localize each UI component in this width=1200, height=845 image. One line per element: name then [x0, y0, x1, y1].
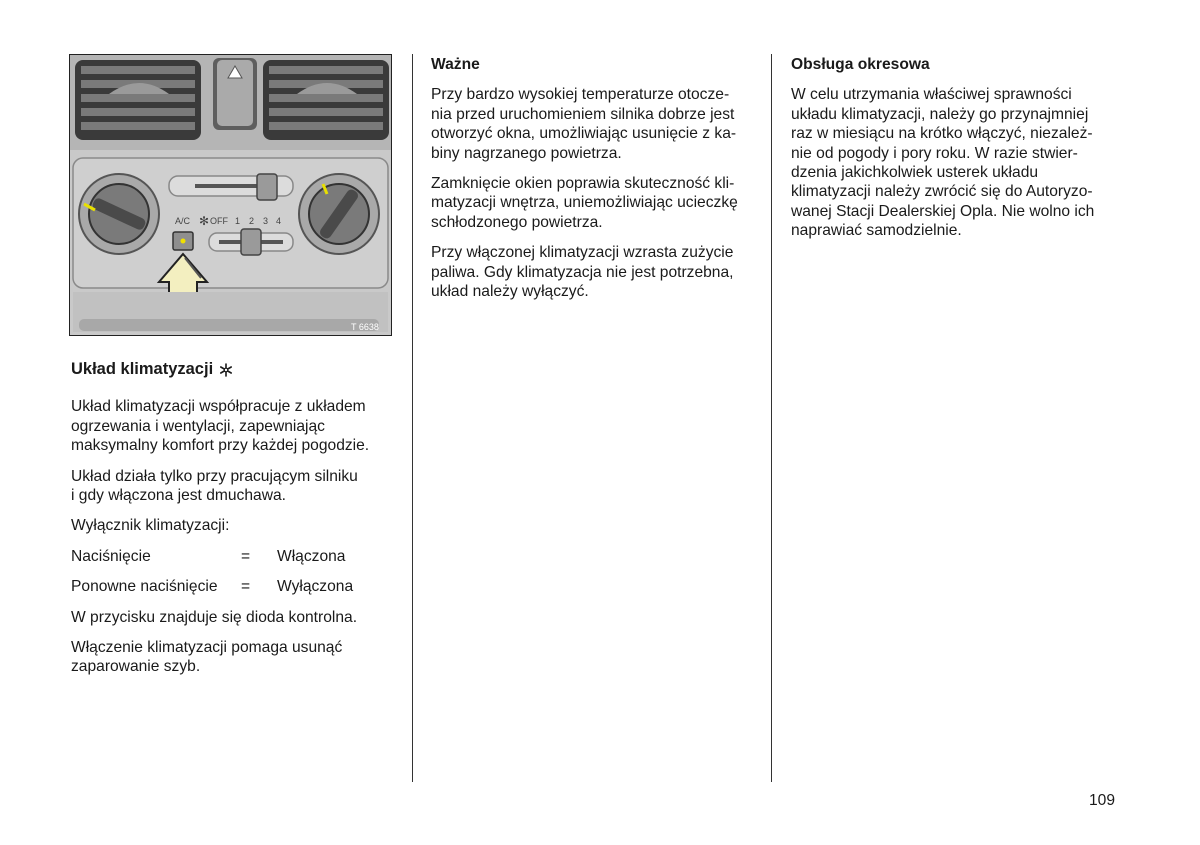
paragraph-windows: Przy bardzo wysokiej temperaturze otocze- nia przed uruchomieniem silnika dobrze jest otworzyć okna, umożliwiając usunięcie z ka- biny nagrzanego powietrza. [431, 86, 737, 162]
left-air-vent [75, 60, 201, 140]
maintenance-heading: Obsługa okresowa [791, 56, 930, 73]
paragraph-intro: Układ klimatyzacji współpracuje z układem ogrzewania i wentylacji, zapewniając maksymalny komfort przy każdej pogodzie. [71, 398, 370, 455]
section-title: Układ klimatyzacji [71, 360, 214, 378]
fan-icon: ✻ [199, 214, 210, 228]
paragraph-closing-windows: Zamknięcie okien poprawia skuteczność kli- matyzacji wnętrza, uniemożliwiając ucieczkę schłodzonego powietrza. [431, 175, 738, 231]
ac-button [173, 232, 193, 250]
paragraph-maintenance: W celu utrzymania właściwej sprawności układu klimatyzacji, należy go przynajmniej raz w miesiącu na krótko włączyć, niezależ- nie od pogody i pory roku. W razie stwier- dzenia jakichkolwiek usterek układu klimatyzacji należy zwrócić się do Autoryzo- wanej Stacji Dealerskiej Opla. Nie wolno ich naprawiać samodzielnie. [791, 86, 1095, 240]
fan-step-2: 2 [249, 216, 255, 226]
climate-control-illustration [69, 54, 392, 336]
fan-step-1: 1 [235, 216, 241, 226]
recirculation-slider [169, 174, 293, 200]
off-label: OFF [210, 216, 228, 226]
paragraph-operation: Układ działa tylko przy pracującym silniku i gdy włączona jest dmuchawa. [71, 467, 358, 505]
fan-step-3: 3 [263, 216, 269, 226]
right-air-vent [263, 60, 389, 140]
hazard-button [213, 58, 257, 130]
switch-row-press: Naciśnięcie = Włączona [71, 547, 346, 565]
important-heading: Ważne [431, 56, 480, 73]
column-2 [431, 55, 756, 312]
switch-row-press-again: Ponowne naciśnięcie = Wyłączona [71, 578, 354, 596]
fan-step-4: 4 [276, 216, 282, 226]
paragraph-defog: Włączenie klimatyzacji pomaga usunąć zaparowanie szyb. [71, 639, 343, 676]
ac-label: A/C [175, 216, 191, 226]
temperature-knob [79, 174, 159, 254]
paragraph-fuel: Przy włączonej klimatyzacji wzrasta zużycie paliwa. Gdy klimatyzacja nie jest potrzebna, układ należy wyłączyć. [431, 244, 734, 301]
fan-speed-slider [209, 229, 293, 255]
paragraph-switch-label: Wyłącznik klimatyzacji: [71, 517, 230, 535]
figure-code: T 6638 [351, 322, 379, 332]
air-distribution-knob [299, 174, 379, 254]
column-3 [791, 55, 1121, 252]
snowflake-icon [219, 363, 233, 377]
section-heading [71, 360, 401, 379]
paragraph-diode: W przycisku znajduje się dioda kontrolna. [71, 608, 358, 626]
column-divider-2 [771, 54, 772, 782]
column-divider-1 [412, 54, 413, 782]
page-number: 109 [1089, 792, 1116, 809]
column-1 [71, 360, 401, 688]
